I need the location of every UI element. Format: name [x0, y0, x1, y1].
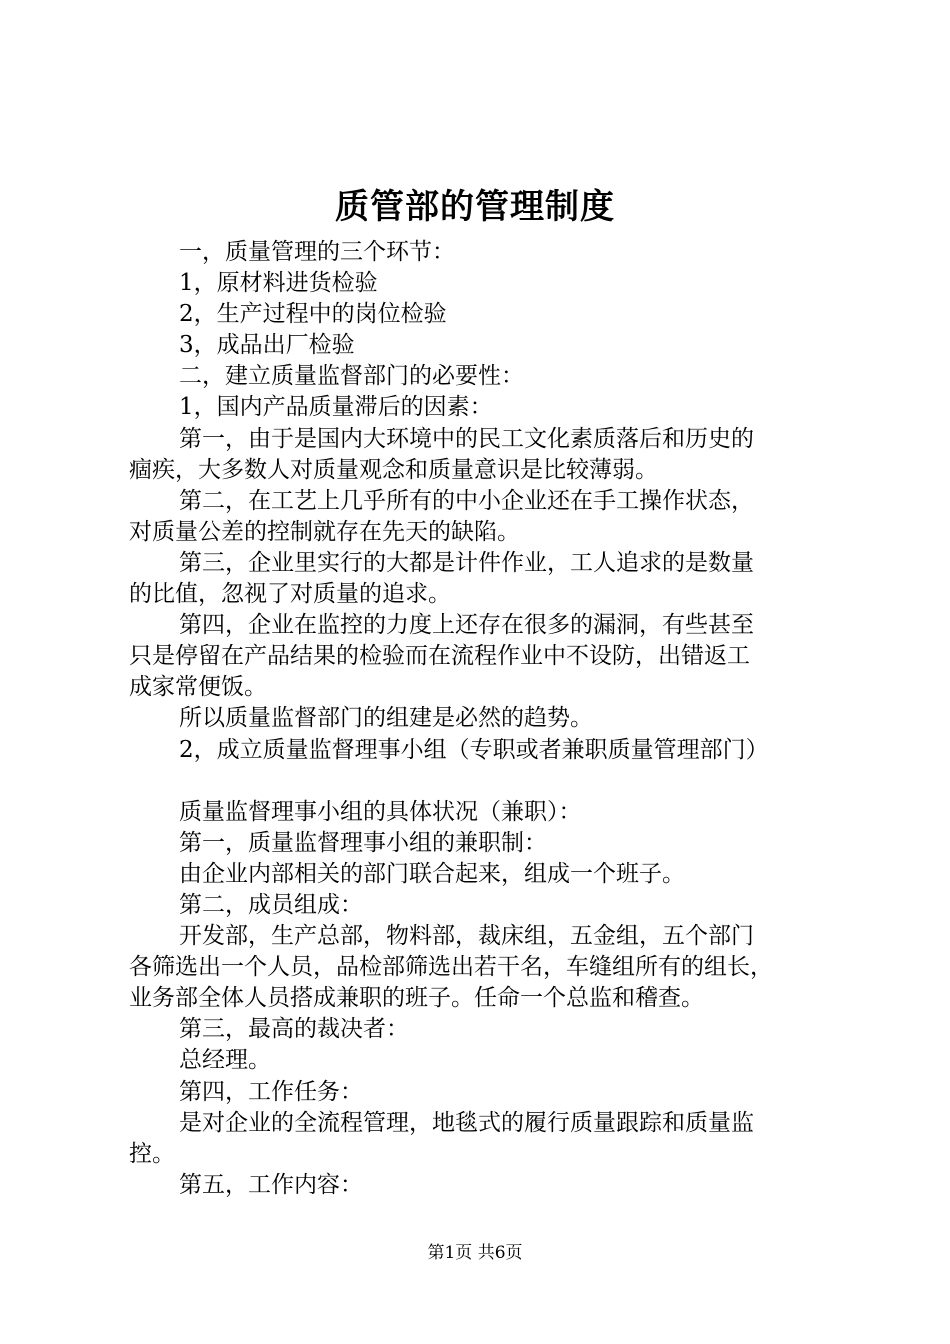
- body-line: 第三，企业里实行的大都是计件作业，工人追求的是数量: [179, 549, 754, 576]
- body-line: 2，生产过程中的岗位检验: [179, 301, 447, 328]
- body-line: 成家常便饭。: [129, 674, 267, 701]
- document-body: [129, 237, 841, 1201]
- body-line: 二，建立质量监督部门的必要性：: [179, 363, 524, 390]
- body-line: 的比值，忽视了对质量的追求。: [129, 581, 451, 608]
- body-line: 一，质量管理的三个环节：: [179, 239, 455, 265]
- body-line: 业务部全体人员搭成兼职的班子。任命一个总监和稽查。: [129, 985, 704, 1012]
- body-line: 痼疾，大多数人对质量观念和质量意识是比较薄弱。: [129, 456, 658, 483]
- body-line: 1，国内产品质量滞后的因素：: [179, 394, 493, 421]
- body-line: 第二，在工艺上几乎所有的中小企业还在手工操作状态，: [179, 487, 754, 514]
- body-line: 第三，最高的裁决者：: [179, 1016, 409, 1043]
- body-line: 由企业内部相关的部门联合起来，组成一个班子。: [179, 860, 685, 887]
- page-footer: 第1页 共6页: [427, 1243, 523, 1263]
- body-line: 质量监督理事小组的具体状况（兼职）：: [179, 798, 582, 825]
- body-line: 第二，成员组成：: [179, 891, 363, 918]
- body-line: 第五，工作内容：: [179, 1171, 363, 1198]
- body-line: 第四，工作任务：: [179, 1078, 363, 1105]
- body-line: 各筛选出一个人员，品检部筛选出若干名，车缝组所有的组长，: [129, 954, 773, 981]
- body-line: 1，原材料进货检验: [179, 270, 378, 297]
- blank-line: [129, 766, 841, 797]
- body-line: 所以质量监督部门的组建是必然的趋势。: [179, 705, 593, 732]
- body-line: 第一，由于是国内大环境中的民工文化素质落后和历史的: [179, 425, 754, 452]
- body-line: 控。: [129, 1140, 175, 1167]
- body-line: 第一，质量监督理事小组的兼职制：: [179, 829, 547, 856]
- body-line: 2，成立质量监督理事小组（专职或者兼职质量管理部门）: [179, 736, 769, 763]
- body-line: 3，成品出厂检验: [179, 332, 355, 359]
- body-line: 对质量公差的控制就存在先天的缺陷。: [129, 518, 520, 545]
- body-line: 第四，企业在监控的力度上还存在很多的漏洞，有些甚至: [179, 612, 754, 639]
- body-line: 总经理。: [179, 1047, 271, 1074]
- document-title: 质管部的管理制度: [335, 187, 615, 227]
- body-line: 只是停留在产品结果的检验而在流程作业中不设防，出错返工: [129, 643, 750, 670]
- body-line: 开发部，生产总部，物料部，裁床组，五金组，五个部门: [179, 923, 754, 950]
- body-line: 是对企业的全流程管理，地毯式的履行质量跟踪和质量监: [179, 1109, 754, 1136]
